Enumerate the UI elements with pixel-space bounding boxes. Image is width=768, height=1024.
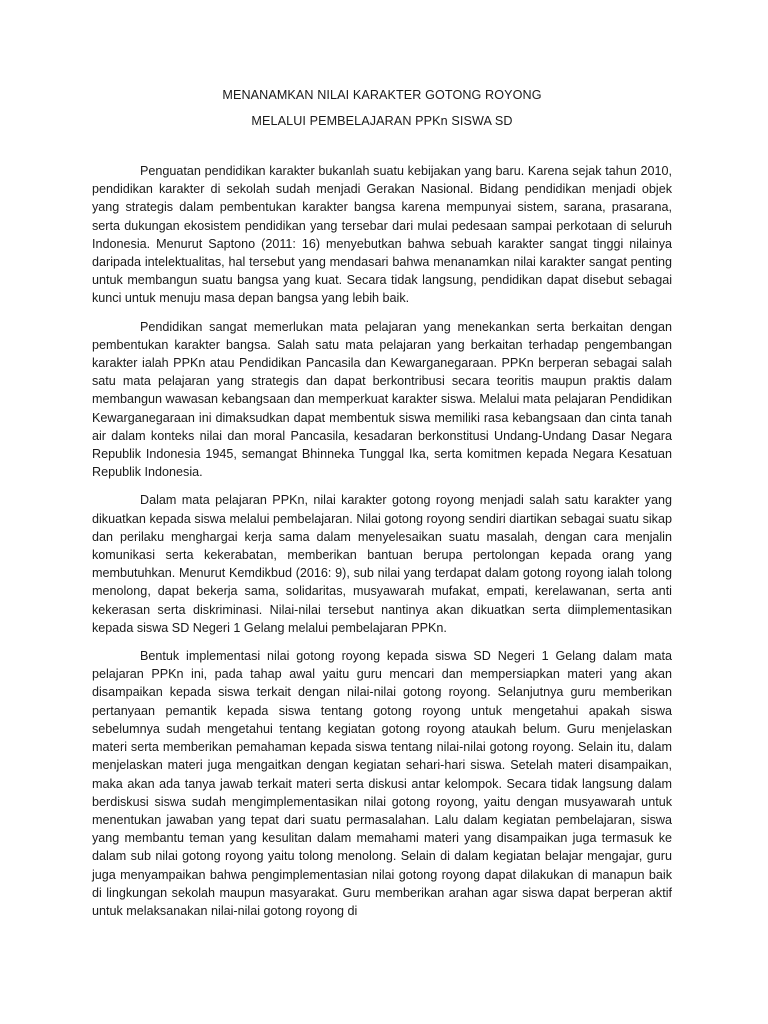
document-body [92, 162, 672, 920]
document-title-line-2: MELALUI PEMBELAJARAN PPKn SISWA SD [251, 114, 513, 128]
document-content [92, 86, 672, 930]
paragraph-2: Pendidikan sangat memerlukan mata pelajaran yang menekankan serta berkaitan dengan pembentukan karakter bangsa. Salah satu mata pelajaran yang berkaitan terhadap pengembangan karakter ialah PPKn atau Pendidikan Pancasila dan Kewarganegaraan. PPKn berperan sebagai salah satu mata pelajaran yang strategis dan dapat berkontribusi secara teoritis maupun praktis dalam membangun wawasan kebangsaan dan memperkuat karakter siswa. Melalui mata pelajaran Pendidikan Kewarganegaraan ini dimaksudkan dapat membentuk siswa memiliki rasa kebangsaan dan cinta tanah air dalam konteks nilai dan moral Pancasila, kesadaran berkonstitusi Undang-Undang Dasar Negara Republik Indonesia 1945, semangat Bhinneka Tunggal Ika, serta komitmen kepada Negara Kesatuan Republik Indonesia. [92, 319, 672, 480]
paragraph-3: Dalam mata pelajaran PPKn, nilai karakter gotong royong menjadi salah satu karakter yang dikuatkan kepada siswa melalui pembelajaran. Nilai gotong royong sendiri diartikan sebagai suatu sikap dan perilaku menghargai kerja sama dalam menyelesaikan suatu masalah, dengan cara menjalin komunikasi serta kekerabatan, memberikan bantuan berupa pertolongan kepada orang yang membutuhkan. Menurut Kemdikbud (2016: 9), sub nilai yang terdapat dalam gotong royong ialah tolong menolong, dapat bekerja sama, solidaritas, musyawarah mufakat, empati, kerelawanan, serta anti kekerasan serta diskriminasi. Nilai-nilai tersebut nantinya akan dikuatkan serta diimplementasikan kepada siswa SD Negeri 1 Gelang melalui pembelajaran PPKn. [92, 493, 672, 635]
document-title-line-1: MENANAMKAN NILAI KARAKTER GOTONG ROYONG [222, 88, 542, 102]
paragraph-4: Bentuk implementasi nilai gotong royong kepada siswa SD Negeri 1 Gelang dalam mata pelajaran PPKn ini, pada tahap awal yaitu guru mencari dan mempersiapkan materi yang akan disampaikan kepada siswa terkait dengan nilai-nilai gotong royong. Selanjutnya guru memberikan pertanyaan pemantik kepada siswa tentang gotong royong untuk mengetahui apakah siswa sebelumnya sudah mengetahui tentang kegiatan gotong royong ataukah belum. Guru menjelaskan materi serta memberikan pemahaman kepada siswa tentang nilai-nilai gotong royong. Selain itu, dalam menjelaskan materi juga mengaitkan dengan kegiatan sehari-hari siswa. Setelah materi disampaikan, maka akan ada tanya jawab terkait materi serta diskusi antar kelompok. Secara tidak langsung dalam berdiskusi siswa sudah mengimplementasikan nilai gotong royong, yaitu dengan musyawarah untuk menentukan jawaban yang tepat dari suatu permasalahan. Lalu dalam kegiatan pembelajaran, siswa yang membantu teman yang kesulitan dalam memahami materi yang disampaikan juga termasuk ke dalam sub nilai gotong royong yaitu tolong menolong. Selain di dalam kegiatan belajar mengajar, guru juga menyampaikan bahwa pengimplementasian nilai gotong royong dapat dilakukan di manapun baik di lingkungan sekolah maupun masyarakat. Guru memberikan arahan agar siswa dapat berperan aktif untuk melaksanakan nilai-nilai gotong royong di [92, 649, 672, 918]
paragraph-1: Penguatan pendidikan karakter bukanlah suatu kebijakan yang baru. Karena sejak tahun 2010, pendidikan karakter di sekolah sudah menjadi Gerakan Nasional. Bidang pendidikan menjadi objek yang strategis dalam pembentukan karakter bangsa karena mempunyai sistem, sarana, prasarana, serta dukungan ekosistem pendidikan yang tersebar dari mulai pedesaan sampai perkotaan di seluruh Indonesia. Menurut Saptono (2011: 16) menyebutkan bahwa sebuah karakter sangat tinggi nilainya daripada intelektualitas, hal tersebut yang mendasari bahwa menanamkan nilai karakter sangat penting untuk membangun suatu bangsa yang kuat. Secara tidak langsung, pendidikan dapat disebut sebagai kunci untuk menuju masa depan bangsa yang lebih baik. [92, 164, 672, 306]
